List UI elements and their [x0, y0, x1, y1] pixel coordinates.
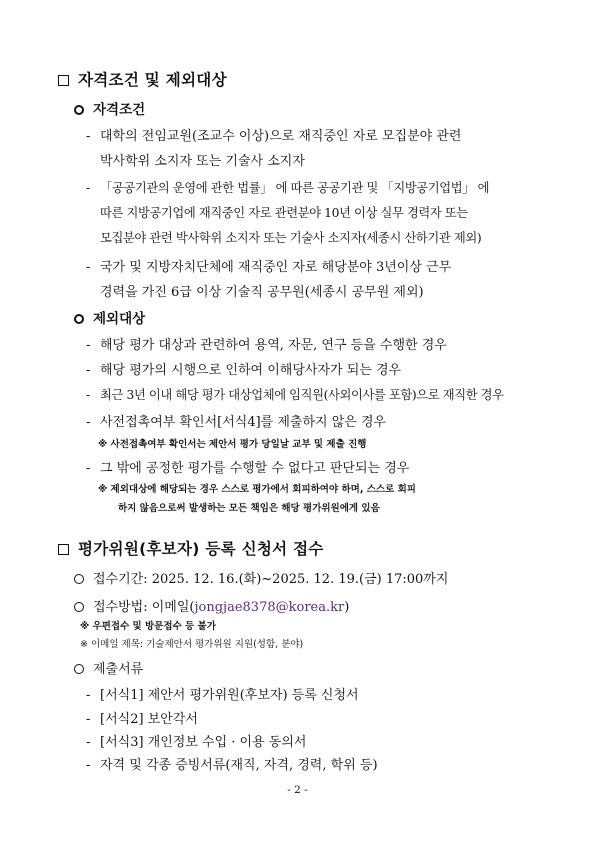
document-item-3: - [서식3] 개인정보 수입 · 이용 동의서	[86, 735, 307, 750]
document-item-2: - [서식2] 보안각서	[86, 712, 198, 727]
qualification-item-2-cont-2: 모집분야 관련 박사학위 소지자 또는 기술사 소지자(세종시 산하기관 제외)	[100, 231, 482, 245]
circle-bullet-icon	[74, 314, 84, 324]
qualification-item-2-cont-1: 따른 지방공기업에 재직중인 자로 관련분야 10년 이상 실무 경력자 또는	[100, 206, 468, 220]
exclusion-item-4: - 사전접촉여부 확인서[서식4]를 제출하지 않은 경우	[86, 415, 387, 430]
application-period: 접수기간: 2025. 12. 16.(화)~2025. 12. 19.(금) 17:00까지	[74, 568, 448, 587]
application-method: 접수방법: 이메일(jongjae8378@korea.kr)	[74, 596, 349, 615]
qualification-item-3-cont: 경력을 가진 6급 이상 기술직 공무원(세종시 공무원 제외)	[100, 285, 424, 300]
subheading-documents: 제출서류	[74, 658, 143, 677]
exclusion-item-1: - 해당 평가 대상과 관련하여 용역, 자문, 연구 등을 수행한 경우	[86, 338, 447, 353]
exclusion-note-avoid-2: 하지 않음으로써 발생하는 모든 책임은 해당 평가위원에게 있음	[118, 503, 380, 514]
note-no-visit: ※ 우편접수 및 방문접수 등 불가	[80, 621, 216, 632]
circle-bullet-icon	[74, 574, 84, 584]
circle-bullet-icon	[74, 664, 84, 674]
circle-bullet-icon	[74, 602, 84, 612]
document-item-4: - 자격 및 각종 증빙서류(재직, 자격, 경력, 학위 등)	[86, 758, 378, 773]
document-item-1: - [서식1] 제안서 평가위원(후보자) 등록 신청서	[86, 688, 359, 703]
exclusion-item-5: - 그 밖에 공정한 평가를 수행할 수 없다고 판단되는 경우	[86, 461, 410, 476]
page-number: - 2 -	[287, 784, 308, 796]
square-bullet-icon	[58, 75, 69, 86]
square-bullet-icon	[58, 544, 69, 555]
subheading-exclusion: 제외대상	[74, 307, 145, 327]
section-heading-registration: 평가위원(후보자) 등록 신청서 접수	[58, 537, 324, 559]
exclusion-note-contact: ※ 사전접촉여부 확인서는 제안서 평가 당일날 교부 및 제출 진행	[98, 439, 367, 450]
subheading-qualification: 자격조건	[74, 98, 145, 118]
qualification-item-3: - 국가 및 지방자치단체에 재직중인 자로 해당분야 3년이상 근무	[86, 260, 452, 275]
exclusion-item-3: - 최근 3년 이내 해당 평가 대상업체에 임직원(사외이사를 포함)으로 재직한 경우	[86, 388, 504, 402]
exclusion-item-2: - 해당 평가의 시행으로 인하여 이해당사자가 되는 경우	[86, 363, 402, 378]
qualification-item-2: - 「공공기관의 운영에 관한 법률」 에 따른 공공기관 및 「지방공기업법」 에	[86, 181, 490, 195]
exclusion-note-avoid-1: ※ 제외대상에 해당되는 경우 스스로 평가에서 회피하여야 하며, 스스로 회피	[98, 484, 416, 495]
section-heading-qualification-exclusion: 자격조건 및 제외대상	[58, 68, 227, 90]
note-email-subject: ※ 이메일 제목: 기술제안서 평가위원 지원(성함, 분야)	[80, 639, 304, 650]
qualification-item-1: - 대학의 전임교원(조교수 이상)으로 재직중인 자로 모집분야 관련	[86, 129, 462, 144]
email-link[interactable]: jongjae8378@korea.kr	[194, 600, 345, 615]
qualification-item-1-cont: 박사학위 소지자 또는 기술사 소지자	[100, 154, 305, 169]
circle-bullet-icon	[74, 105, 84, 115]
